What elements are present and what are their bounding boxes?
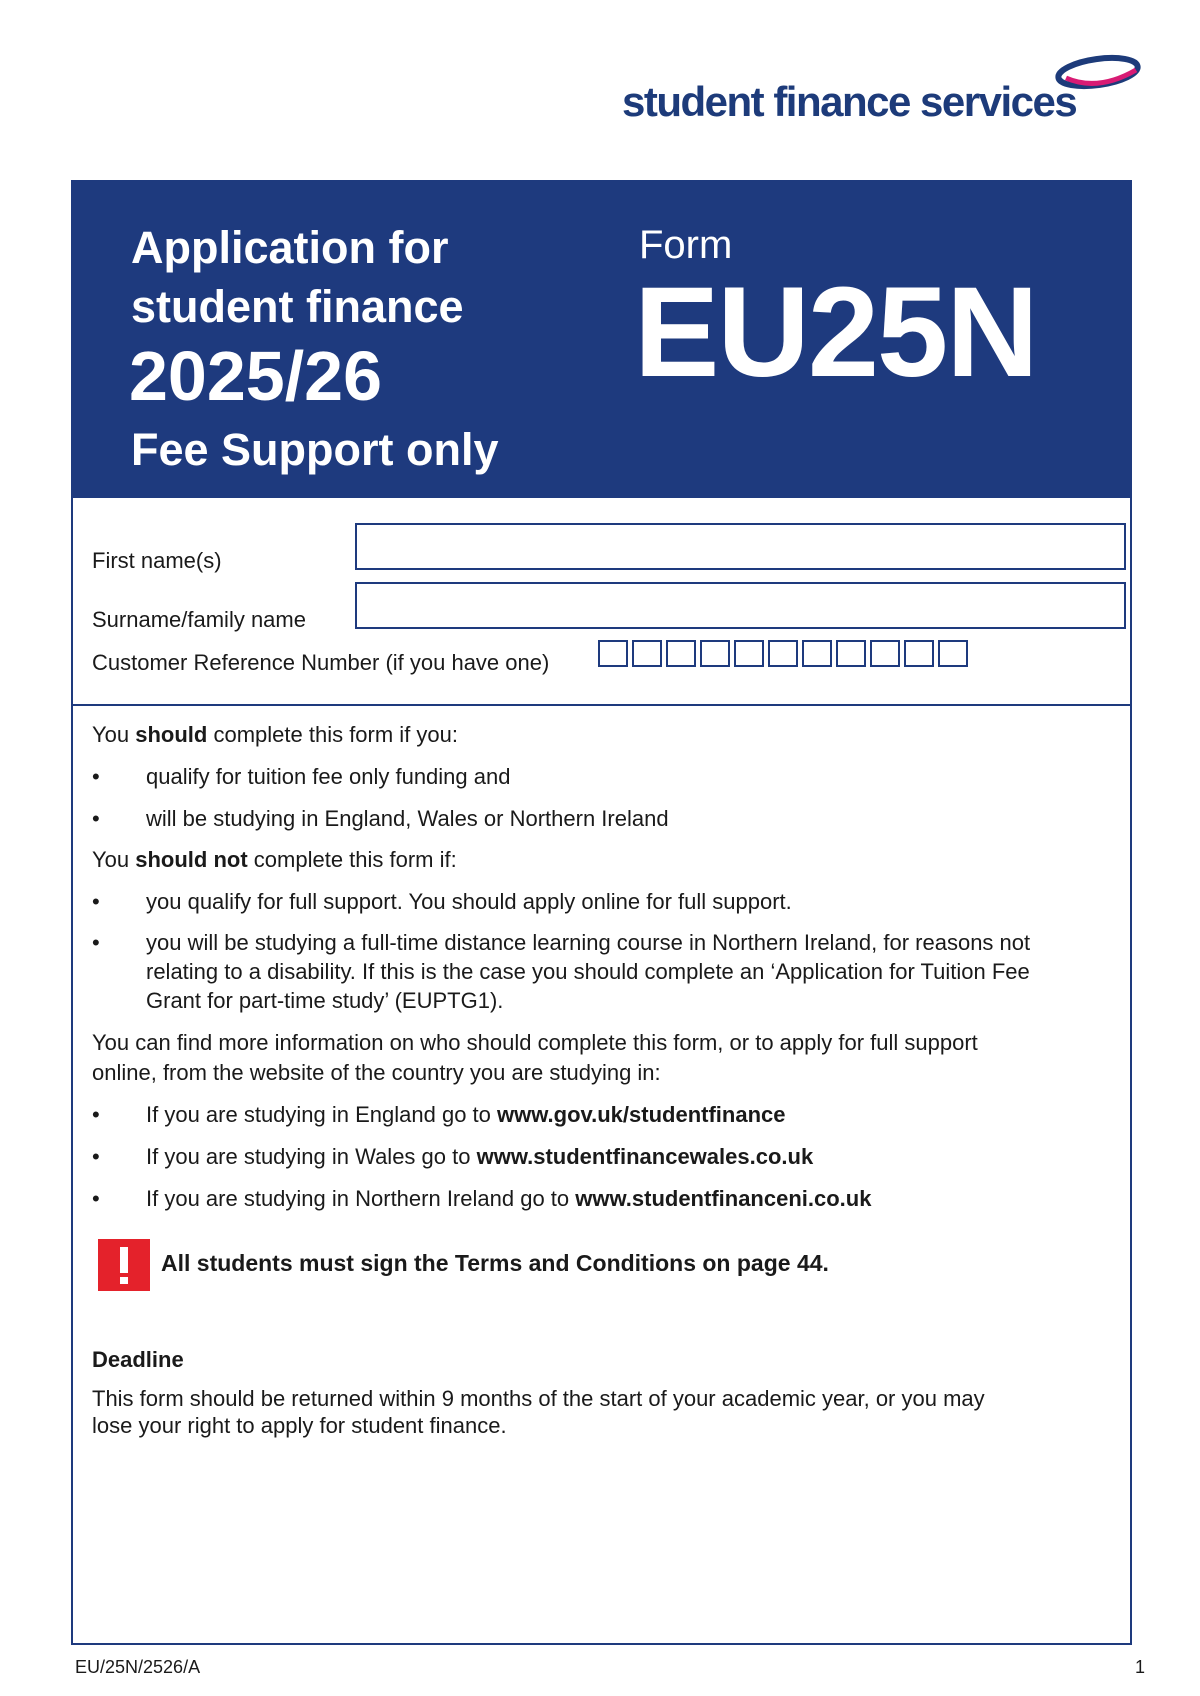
crn-character-cell[interactable] <box>666 640 696 667</box>
crn-character-cell[interactable] <box>836 640 866 667</box>
bullet: • <box>92 806 100 831</box>
crn-character-cell[interactable] <box>802 640 832 667</box>
should-emphasis: should <box>135 722 208 747</box>
logo-swoosh-icon <box>1054 52 1142 92</box>
banner-title-line2: student finance <box>131 281 464 332</box>
surname-label: Surname/family name <box>92 607 306 632</box>
england-link[interactable]: www.gov.uk/studentfinance <box>497 1102 786 1127</box>
crn-character-cell[interactable] <box>598 640 628 667</box>
form-reference-code: EU/25N/2526/A <box>75 1657 201 1677</box>
bullet: • <box>92 1144 100 1169</box>
deadline-line2: lose your right to apply for student finance. <box>92 1413 507 1438</box>
list-item: will be studying in England, Wales or Northern Ireland <box>146 806 669 831</box>
crn-character-cell[interactable] <box>700 640 730 667</box>
exclamation-icon <box>98 1239 150 1291</box>
more-info-line2: online, from the website of the country you are studying in: <box>92 1060 661 1085</box>
form-code: EU25N <box>634 261 1037 404</box>
northern-ireland-link[interactable]: www.studentfinanceni.co.uk <box>575 1186 872 1211</box>
deadline-line1: This form should be returned within 9 months of the start of your academic year, or you may <box>92 1386 985 1411</box>
list-item-continued: relating to a disability. If this is the case you should complete an ‘Application for Tuition Fee <box>146 959 1030 984</box>
bullet: • <box>92 764 100 789</box>
list-item-northern-ireland: If you are studying in Northern Ireland go to www.studentfinanceni.co.uk <box>146 1186 872 1211</box>
wales-link[interactable]: www.studentfinancewales.co.uk <box>476 1144 814 1169</box>
should-not-emphasis: should not <box>135 847 248 872</box>
banner-title-line1: Application for <box>131 222 449 273</box>
first-name-field[interactable] <box>355 523 1126 570</box>
surname-field[interactable] <box>355 582 1126 629</box>
terms-warning-text: All students must sign the Terms and Conditions on page 44. <box>161 1250 829 1276</box>
crn-character-cell[interactable] <box>938 640 968 667</box>
list-item-wales: If you are studying in Wales go to www.studentfinancewales.co.uk <box>146 1144 814 1169</box>
list-item: you qualify for full support. You should apply online for full support. <box>146 889 792 914</box>
exclamation-glyph <box>98 1239 150 1291</box>
page-number: 1 <box>1135 1657 1146 1677</box>
banner-subtitle: Fee Support only <box>131 424 499 475</box>
banner-year: 2025/26 <box>129 337 383 415</box>
first-name-label: First name(s) <box>92 548 222 573</box>
crn-character-cell[interactable] <box>904 640 934 667</box>
crn-character-cell[interactable] <box>870 640 900 667</box>
bullet: • <box>92 1186 100 1211</box>
crn-character-cell[interactable] <box>632 640 662 667</box>
should-complete-intro: You should complete this form if you: <box>92 722 459 747</box>
form-label: Form <box>639 223 733 267</box>
list-item-england: If you are studying in England go to www.gov.uk/studentfinance <box>146 1102 786 1127</box>
title-banner <box>72 181 1131 498</box>
deadline-heading: Deadline <box>92 1347 184 1372</box>
crn-character-cell[interactable] <box>734 640 764 667</box>
logo-text: student finance services <box>622 78 1077 125</box>
crn-field[interactable] <box>598 640 968 667</box>
more-info-line1: You can find more information on who should complete this form, or to apply for full support <box>92 1030 978 1055</box>
list-item: you will be studying a full-time distance learning course in Northern Ireland, for reasons not <box>146 930 1031 955</box>
list-item-continued: Grant for part-time study’ (EUPTG1). <box>146 988 504 1013</box>
bullet: • <box>92 1102 100 1127</box>
crn-label: Customer Reference Number (if you have one) <box>92 650 550 675</box>
bullet: • <box>92 889 100 914</box>
bullet: • <box>92 930 100 955</box>
list-item: qualify for tuition fee only funding and <box>146 764 511 789</box>
student-finance-services-logo <box>622 52 1142 142</box>
crn-character-cell[interactable] <box>768 640 798 667</box>
section-divider <box>72 704 1131 706</box>
should-not-complete-intro: You should not complete this form if: <box>92 847 457 872</box>
